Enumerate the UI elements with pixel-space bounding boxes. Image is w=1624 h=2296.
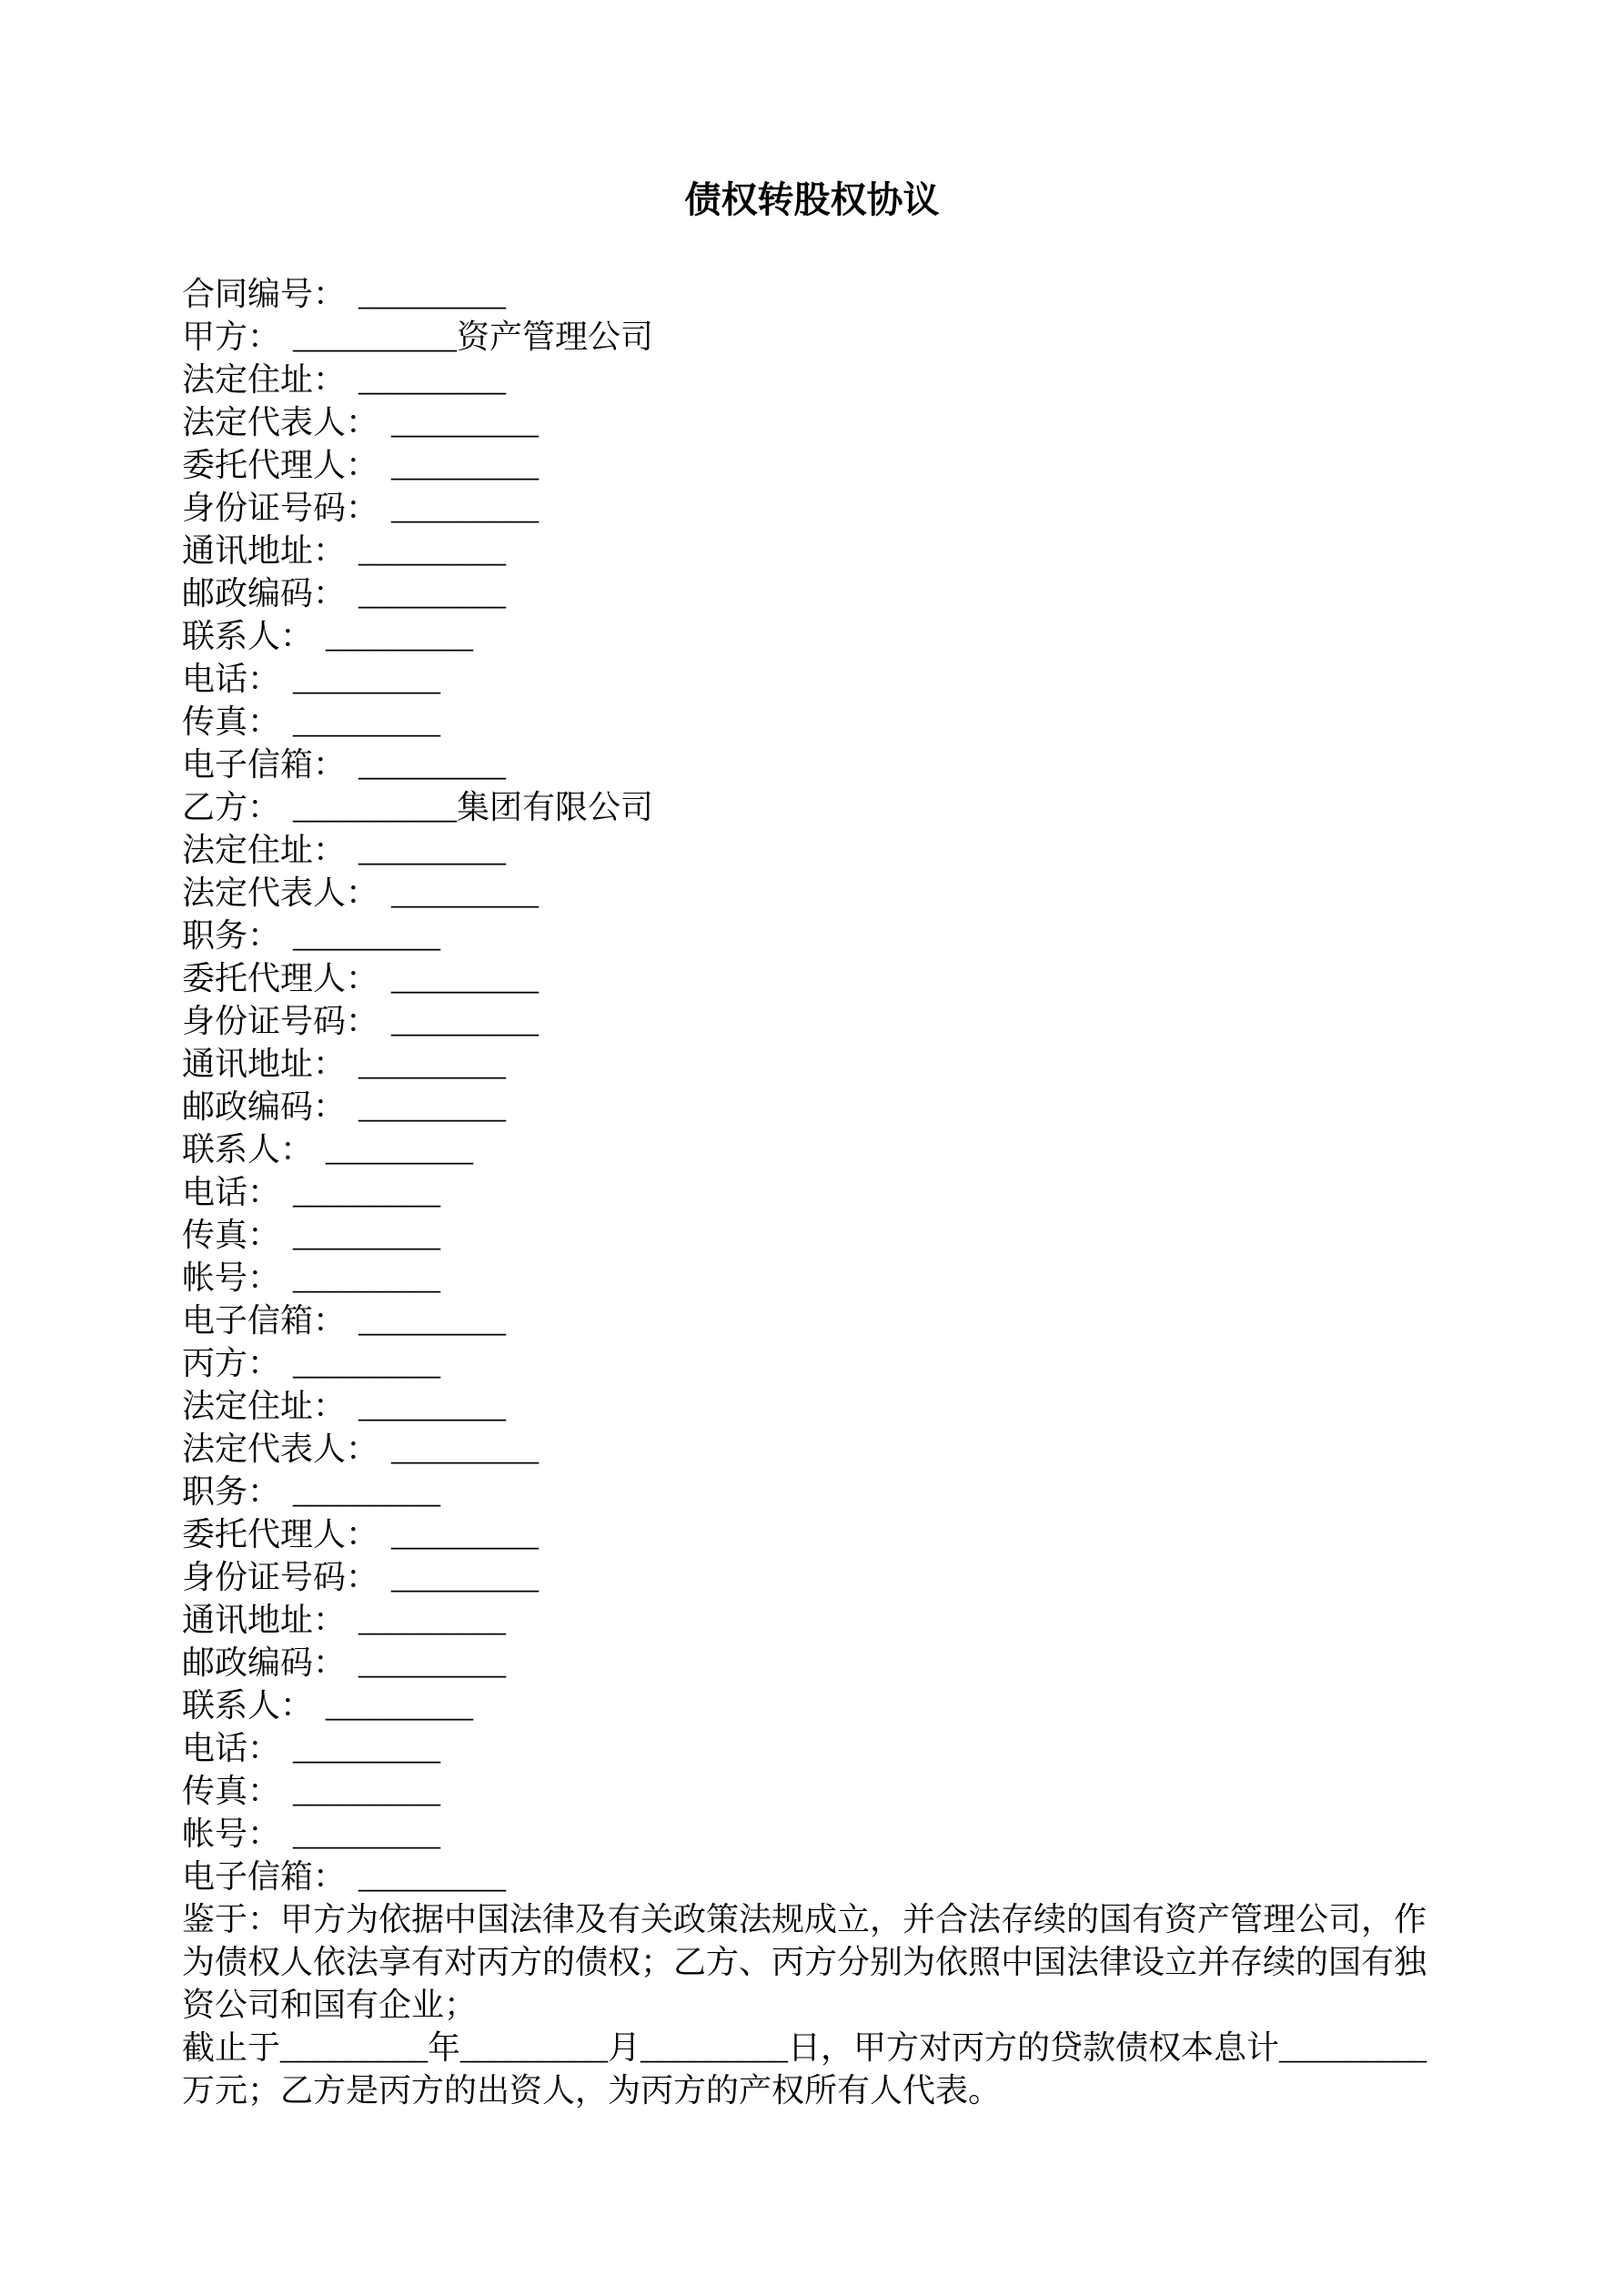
field-row	[182, 872, 1442, 915]
field-label: 委托代理人：	[182, 1516, 379, 1553]
field-blank: _________	[293, 661, 441, 697]
field-label: 乙方：	[182, 789, 281, 825]
field-blank: _________	[358, 1046, 507, 1082]
field-row	[182, 1599, 1442, 1642]
field-label: 身份证号码：	[182, 490, 379, 526]
field-blank: _________	[358, 276, 507, 312]
field-row	[182, 1642, 1442, 1684]
field-blank: _________	[391, 1003, 540, 1039]
field-label: 传真：	[182, 1773, 281, 1809]
field-blank: _________	[358, 575, 507, 612]
field-blank: _________	[358, 1088, 507, 1125]
field-blank: _________	[358, 361, 507, 398]
field-blank: _________	[293, 1773, 441, 1809]
field-row	[182, 1428, 1442, 1471]
field-blank: _________	[293, 1174, 441, 1210]
field-label: 联系人：	[182, 1687, 314, 1724]
field-label: 法定住址：	[182, 832, 347, 868]
field-label: 邮政编码：	[182, 575, 347, 612]
field-blank: _________	[293, 1259, 441, 1296]
field-label: 电话：	[182, 1730, 281, 1766]
field-label: 电话：	[182, 661, 281, 697]
field-blank: _________	[358, 1388, 507, 1424]
field-row	[182, 915, 1442, 957]
field-blank: _________	[293, 1345, 441, 1381]
field-row	[182, 401, 1442, 444]
field-label: 电子信箱：	[182, 746, 347, 783]
field-label: 联系人：	[182, 618, 314, 654]
field-row	[182, 359, 1442, 401]
field-blank: _________	[326, 618, 474, 654]
field-row	[182, 444, 1442, 487]
field-row	[182, 1556, 1442, 1599]
field-row	[182, 1128, 1442, 1171]
field-label: 丙方：	[182, 1345, 281, 1381]
field-row	[182, 1300, 1442, 1342]
field-blank: _________	[293, 1217, 441, 1253]
field-row	[182, 1856, 1442, 1898]
field-label: 通讯地址：	[182, 532, 347, 569]
field-row	[182, 1257, 1442, 1300]
field-row	[182, 658, 1442, 701]
field-row	[182, 701, 1442, 743]
field-label: 职务：	[182, 917, 281, 954]
field-suffix: 资产管理公司	[457, 319, 654, 355]
field-row	[182, 273, 1442, 316]
field-blank: _________	[293, 1730, 441, 1766]
field-row	[182, 615, 1442, 658]
field-blank: _________	[326, 1131, 474, 1168]
field-row	[182, 786, 1442, 829]
field-blank: _________	[293, 1473, 441, 1510]
field-label: 通讯地址：	[182, 1046, 347, 1082]
recitals-paragraph: 鉴于：甲方为依据中国法律及有关政策法规成立，并合法存续的国有资产管理公司，作为债权人依法享有对丙方的债权；乙方、丙方分别为依照中国法律设立并存续的国有独资公司和国有企业；	[182, 1901, 1427, 2023]
field-label: 法定代表人：	[182, 404, 379, 440]
field-row	[182, 487, 1442, 530]
field-row	[182, 1513, 1442, 1556]
field-label: 帐号：	[182, 1816, 281, 1852]
cutoff-date-paragraph: 截止于_________年_________月_________日，甲方对丙方的贷款债权本息计_________万元；乙方是丙方的出资人，为丙方的产权所有人代表。	[182, 2029, 1427, 2109]
field-label: 电话：	[182, 1174, 281, 1210]
field-row	[182, 743, 1442, 786]
field-row	[182, 1684, 1442, 1727]
field-row	[182, 1086, 1442, 1128]
field-label: 法定代表人：	[182, 1431, 379, 1467]
field-blank: _________	[391, 404, 540, 440]
field-blank: _________	[358, 832, 507, 868]
document-title: 债权转股权协议	[684, 179, 940, 220]
field-suffix: 集团有限公司	[457, 789, 654, 825]
field-label: 职务：	[182, 1473, 281, 1510]
field-row	[182, 1385, 1442, 1428]
field-label: 甲方：	[182, 319, 281, 355]
field-blank: __________	[293, 789, 458, 825]
field-row	[182, 1727, 1442, 1770]
field-row	[182, 1043, 1442, 1086]
field-label: 法定代表人：	[182, 875, 379, 911]
field-label: 传真：	[182, 703, 281, 740]
field-row	[182, 572, 1442, 615]
field-blank: _________	[358, 532, 507, 569]
field-row	[182, 957, 1442, 1000]
field-blank: __________	[293, 319, 458, 355]
field-label: 电子信箱：	[182, 1302, 347, 1339]
field-blank: _________	[391, 447, 540, 483]
field-blank: _________	[391, 960, 540, 996]
field-row	[182, 829, 1442, 872]
field-blank: _________	[293, 917, 441, 954]
field-row	[182, 530, 1442, 572]
field-label: 身份证号码：	[182, 1559, 379, 1595]
field-label: 委托代理人：	[182, 960, 379, 996]
field-blank: _________	[358, 1602, 507, 1638]
field-row	[182, 316, 1442, 359]
field-blank: _________	[358, 746, 507, 783]
field-blank: _________	[391, 875, 540, 911]
field-blank: _________	[326, 1687, 474, 1724]
field-blank: _________	[358, 1858, 507, 1895]
field-label: 帐号：	[182, 1259, 281, 1296]
field-label: 传真：	[182, 1217, 281, 1253]
field-label: 联系人：	[182, 1131, 314, 1168]
field-row	[182, 1813, 1442, 1856]
field-blank: _________	[391, 1431, 540, 1467]
field-label: 身份证号码：	[182, 1003, 379, 1039]
field-row	[182, 1342, 1442, 1385]
field-label: 邮政编码：	[182, 1088, 347, 1125]
field-label: 通讯地址：	[182, 1602, 347, 1638]
field-label: 法定住址：	[182, 1388, 347, 1424]
field-row	[182, 1471, 1442, 1513]
field-row	[182, 1214, 1442, 1257]
field-row	[182, 1171, 1442, 1214]
field-blank: _________	[293, 1816, 441, 1852]
field-blank: _________	[391, 490, 540, 526]
field-label: 合同编号：	[182, 276, 347, 312]
field-blank: _________	[358, 1302, 507, 1339]
field-blank: _________	[391, 1516, 540, 1553]
field-label: 电子信箱：	[182, 1858, 347, 1895]
field-blank: _________	[391, 1559, 540, 1595]
field-blank: _________	[358, 1644, 507, 1681]
field-label: 法定住址：	[182, 361, 347, 398]
field-row	[182, 1000, 1442, 1043]
field-blank: _________	[293, 703, 441, 740]
field-row	[182, 1770, 1442, 1813]
field-label: 委托代理人：	[182, 447, 379, 483]
party-info-fields	[182, 273, 1442, 1898]
field-label: 邮政编码：	[182, 1644, 347, 1681]
